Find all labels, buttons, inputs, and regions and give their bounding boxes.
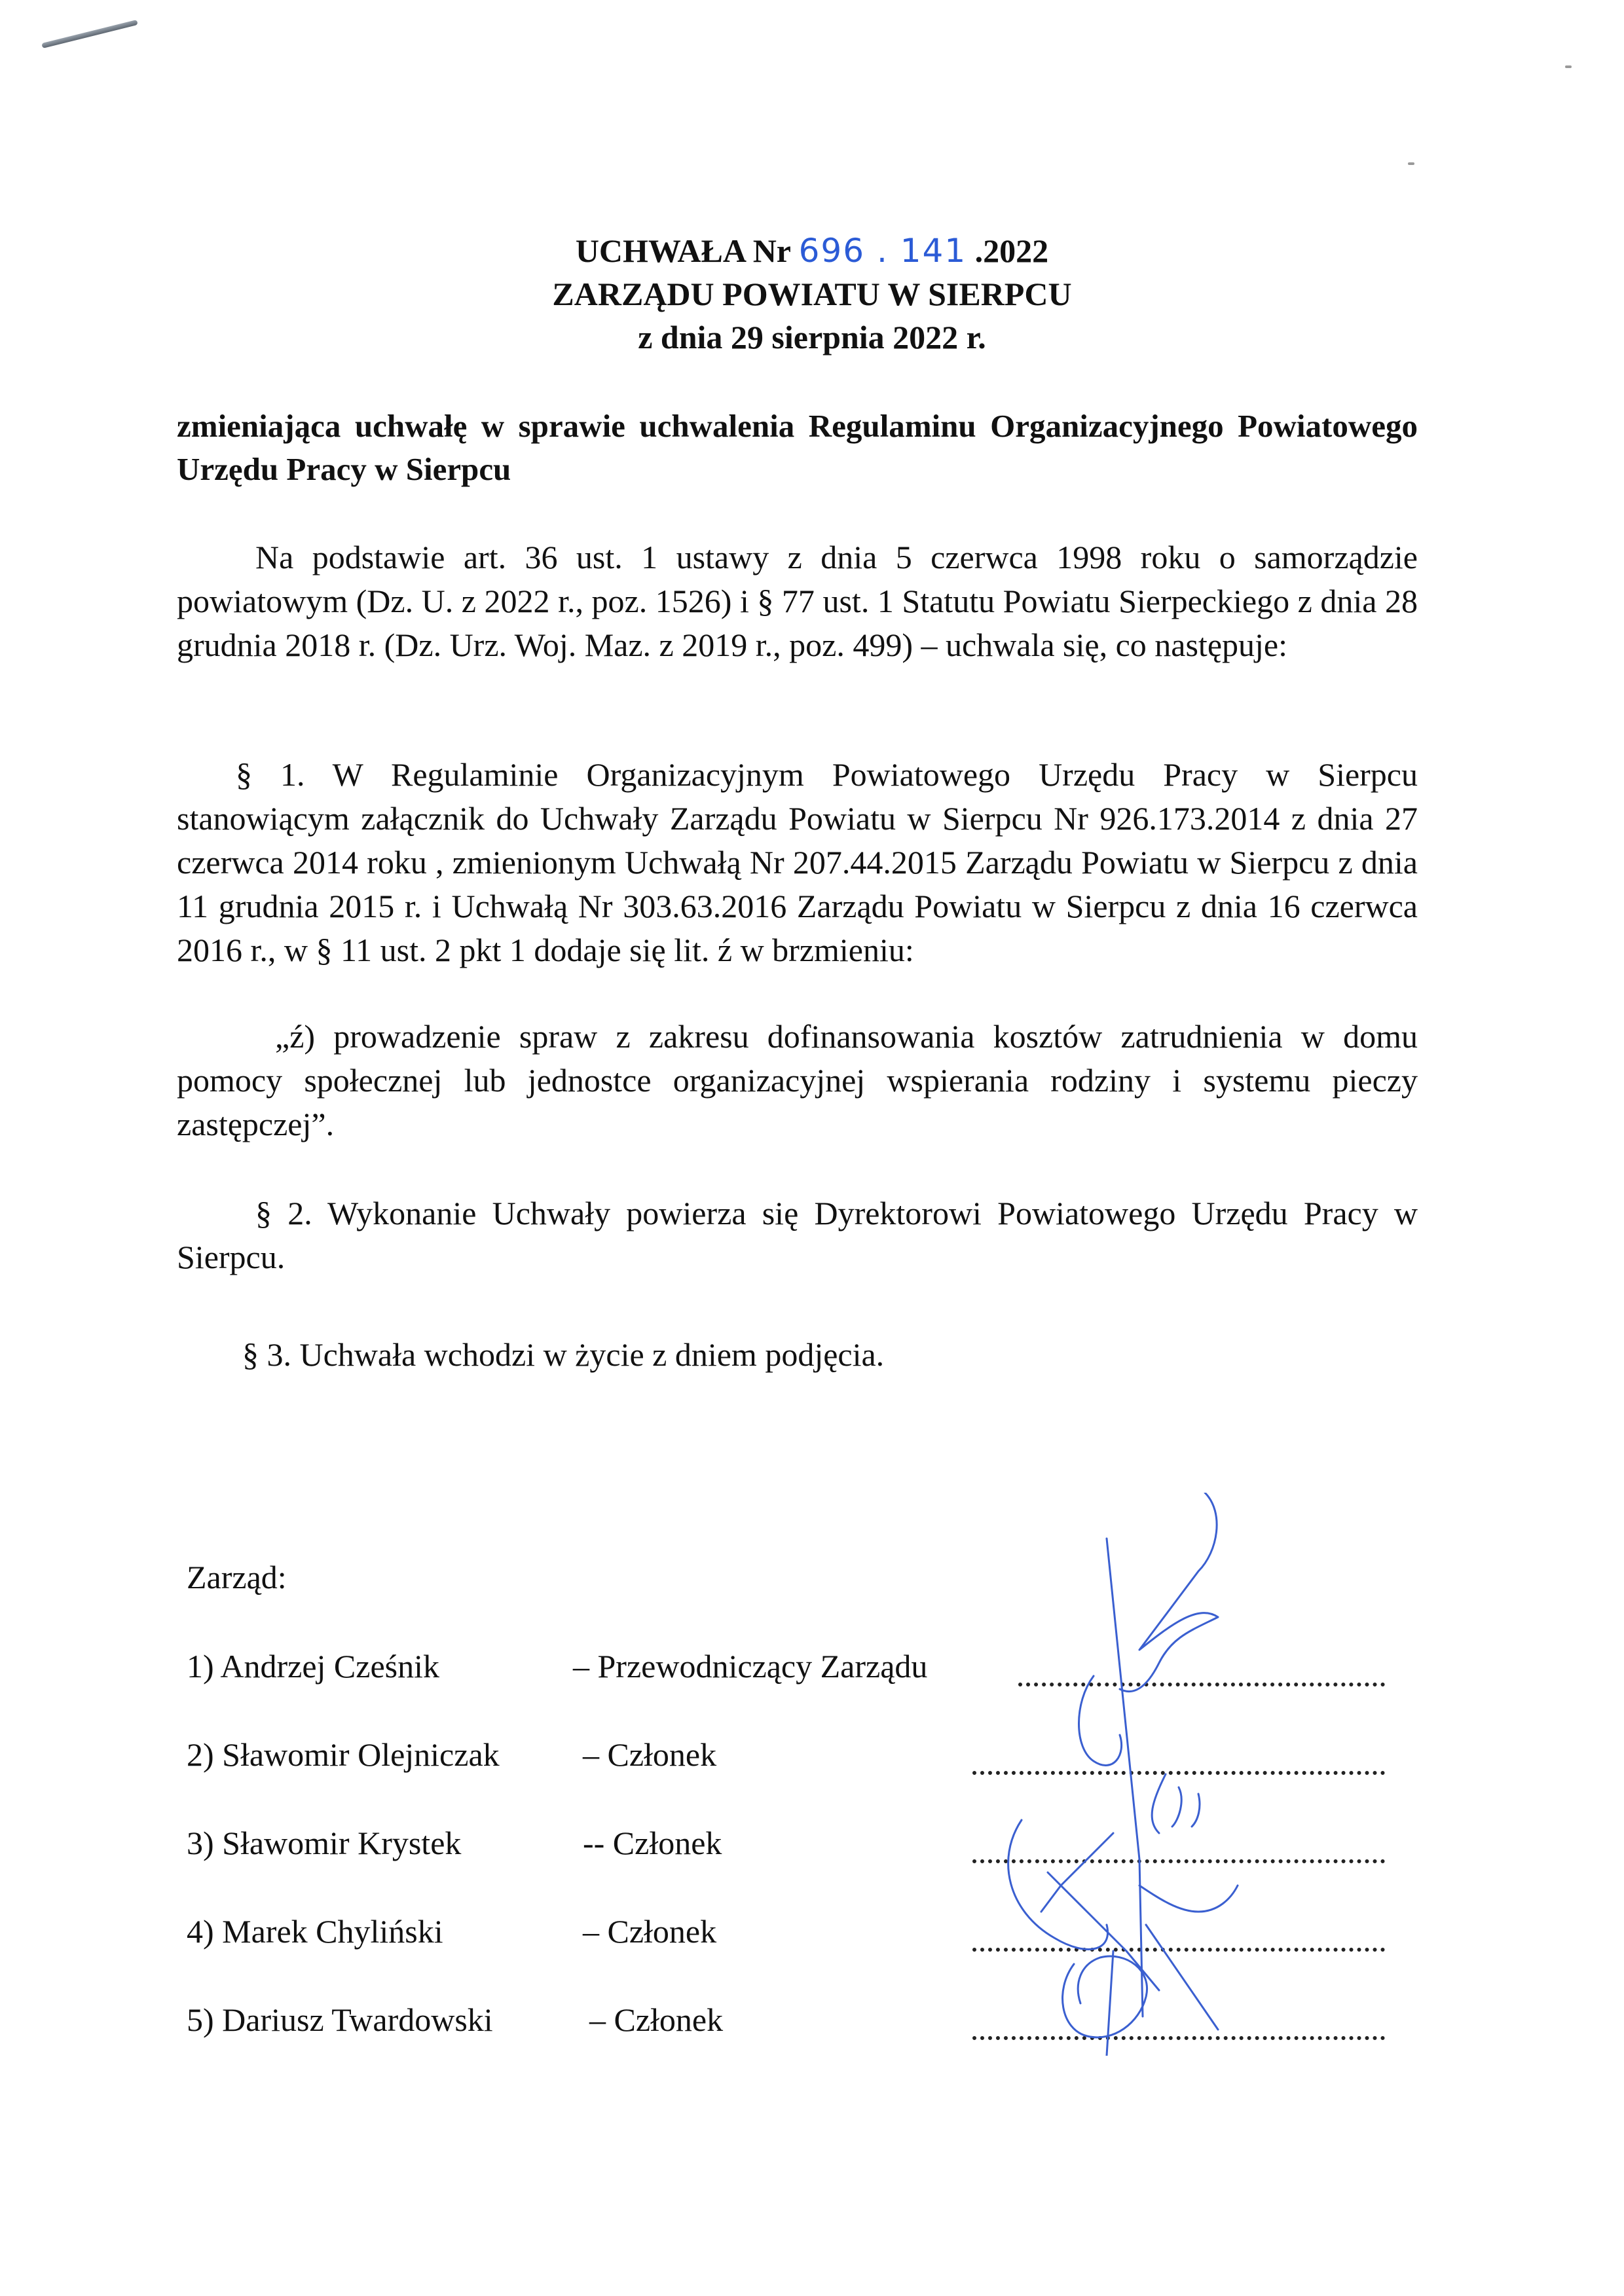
signature-stroke (1152, 1774, 1200, 1833)
member-name: 1) Andrzej Cześnik (187, 1648, 440, 1685)
member-role: – Członek (583, 1736, 717, 1773)
title-suffix: .2022 (967, 232, 1049, 269)
legal-basis-paragraph: Na podstawie art. 36 ust. 1 ustawy z dnia 5 czerwca 1998 roku o samorządzie powiatowym (Dz. U. z 2022 r., poz. 1526) i § 77 ust. 1 Statutu Powiatu Sierpeckiego z dnia 28 grudnia 2018 r. (Dz. Urz. Woj. Maz. z 2019 r., poz. 499) – uchwala się, co następuje: (177, 539, 1418, 663)
member-role: -- Członek (583, 1825, 722, 1861)
signature-stroke (1079, 1676, 1122, 1765)
signature-stroke (1107, 1539, 1143, 2016)
document-header (0, 229, 1624, 359)
signature-stroke (1146, 1925, 1218, 2030)
handwritten-number: 696 . 141 (798, 232, 967, 270)
signature-stroke (1041, 1833, 1113, 1912)
member-role: – Przewodniczący Zarządu (573, 1648, 928, 1685)
document-title (0, 229, 1624, 272)
signature-stroke (1120, 1493, 1218, 1692)
staple-mark (41, 20, 138, 48)
signature-stroke (1139, 1886, 1238, 1912)
scan-speck (1408, 162, 1414, 165)
member-role: – Członek (589, 2001, 724, 2038)
section-3: § 3. Uchwała wchodzi w życie z dniem podjęcia. (242, 1336, 885, 1373)
section-1-quote: „ź) prowadzenie spraw z zakresu dofinansowania kosztów zatrudnienia w domu pomocy społecznej lub jednostce organizacyjnej wspierania rodziny i systemu pieczy zastępczej”. (177, 1018, 1418, 1142)
section-2: § 2. Wykonanie Uchwały powierza się Dyrektorowi Powiatowego Urzędu Pracy w Sierpcu. (177, 1195, 1418, 1275)
member-name: 2) Sławomir Olejniczak (187, 1736, 500, 1773)
handwritten-signatures (943, 1493, 1362, 2056)
issuer: ZARZĄDU POWIATU W SIERPCU (552, 276, 1072, 312)
member-name: 5) Dariusz Twardowski (187, 2001, 493, 2038)
board-label: Zarząd: (187, 1559, 287, 1595)
member-name: 3) Sławomir Krystek (187, 1825, 462, 1861)
scan-speck (1565, 65, 1572, 68)
signature-stroke (1063, 1951, 1147, 2056)
title-prefix: UCHWAŁA Nr (575, 232, 799, 269)
member-role: – Członek (583, 1913, 717, 1950)
member-name: 4) Marek Chyliński (187, 1913, 443, 1950)
section-1: § 1. W Regulaminie Organizacyjnym Powiatowego Urzędu Pracy w Sierpcu stanowiącym załącznik do Uchwały Zarządu Powiatu w Sierpcu Nr 926.173.2014 z dnia 27 czerwca 2014 roku , zmienionym Uchwałą Nr 207.44.2015 Zarządu Powiatu w Sierpcu z dnia 11 grudnia 2015 r. i Uchwałą Nr 303.63.2016 Zarządu Powiatu w Sierpcu z dnia 16 czerwca 2016 r., w § 11 ust. 2 pkt 1 dodaje się lit. ź w brzmieniu: (177, 756, 1418, 968)
document-date: z dnia 29 sierpnia 2022 r. (638, 319, 986, 355)
document-subject: zmieniająca uchwałę w sprawie uchwalenia Regulaminu Organizacyjnego Powiatowego Urzędu Pracy w Sierpcu (177, 408, 1418, 487)
